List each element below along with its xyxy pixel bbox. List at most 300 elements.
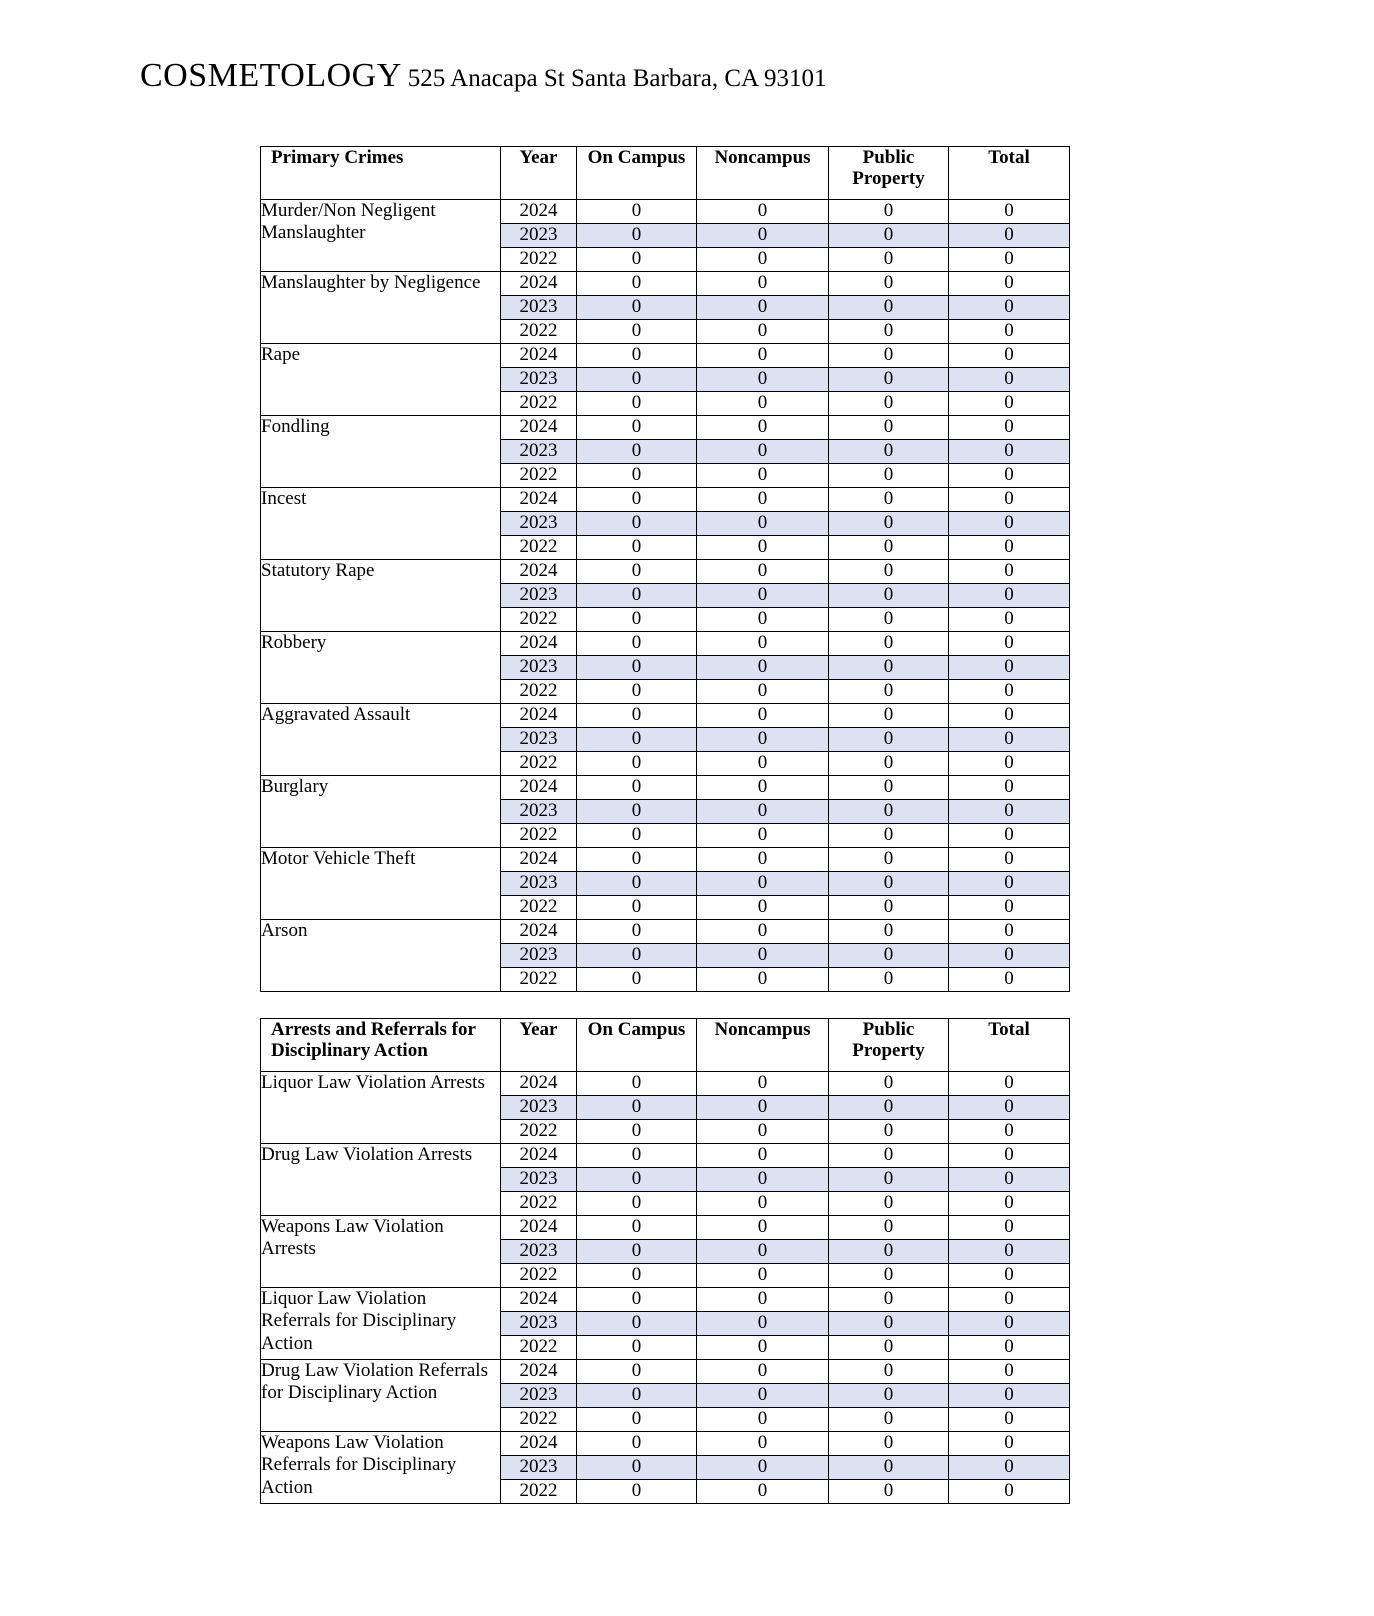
cell-noncampus: 0 bbox=[697, 296, 829, 320]
cell-on-campus: 0 bbox=[577, 1336, 697, 1360]
cell-year: 2022 bbox=[501, 1192, 577, 1216]
cell-public-property: 0 bbox=[829, 1072, 949, 1096]
cell-year: 2023 bbox=[501, 368, 577, 392]
arrests-referrals-table bbox=[260, 1018, 1070, 1504]
cell-noncampus: 0 bbox=[697, 608, 829, 632]
cell-noncampus: 0 bbox=[697, 1456, 829, 1480]
cell-on-campus: 0 bbox=[577, 584, 697, 608]
cell-year: 2023 bbox=[501, 1168, 577, 1192]
cell-noncampus: 0 bbox=[697, 512, 829, 536]
cell-total: 0 bbox=[949, 1096, 1070, 1120]
header-public-property: Public Property bbox=[829, 147, 949, 200]
cell-total: 0 bbox=[949, 392, 1070, 416]
cell-on-campus: 0 bbox=[577, 632, 697, 656]
cell-total: 0 bbox=[949, 728, 1070, 752]
cell-public-property: 0 bbox=[829, 848, 949, 872]
cell-on-campus: 0 bbox=[577, 1288, 697, 1312]
table-body bbox=[261, 1072, 1070, 1504]
cell-public-property: 0 bbox=[829, 680, 949, 704]
header-total: Total bbox=[949, 1019, 1070, 1072]
cell-on-campus: 0 bbox=[577, 536, 697, 560]
cell-total: 0 bbox=[949, 248, 1070, 272]
table-row bbox=[261, 632, 1070, 656]
cell-public-property: 0 bbox=[829, 248, 949, 272]
cell-public-property: 0 bbox=[829, 536, 949, 560]
cell-on-campus: 0 bbox=[577, 368, 697, 392]
cell-year: 2023 bbox=[501, 728, 577, 752]
cell-noncampus: 0 bbox=[697, 1072, 829, 1096]
cell-public-property: 0 bbox=[829, 1288, 949, 1312]
cell-noncampus: 0 bbox=[697, 1408, 829, 1432]
cell-on-campus: 0 bbox=[577, 608, 697, 632]
cell-public-property: 0 bbox=[829, 1336, 949, 1360]
cell-noncampus: 0 bbox=[697, 704, 829, 728]
cell-total: 0 bbox=[949, 512, 1070, 536]
cell-total: 0 bbox=[949, 1144, 1070, 1168]
cell-year: 2024 bbox=[501, 560, 577, 584]
cell-total: 0 bbox=[949, 344, 1070, 368]
row-category-label: Murder/Non Negligent Manslaughter bbox=[261, 200, 501, 272]
cell-public-property: 0 bbox=[829, 224, 949, 248]
cell-total: 0 bbox=[949, 1336, 1070, 1360]
cell-on-campus: 0 bbox=[577, 1264, 697, 1288]
cell-on-campus: 0 bbox=[577, 800, 697, 824]
cell-year: 2022 bbox=[501, 1264, 577, 1288]
cell-noncampus: 0 bbox=[697, 1360, 829, 1384]
cell-year: 2022 bbox=[501, 896, 577, 920]
cell-on-campus: 0 bbox=[577, 272, 697, 296]
cell-total: 0 bbox=[949, 200, 1070, 224]
cell-noncampus: 0 bbox=[697, 344, 829, 368]
cell-year: 2023 bbox=[501, 224, 577, 248]
cell-noncampus: 0 bbox=[697, 1216, 829, 1240]
cell-on-campus: 0 bbox=[577, 896, 697, 920]
cell-on-campus: 0 bbox=[577, 1072, 697, 1096]
table-row bbox=[261, 1432, 1070, 1456]
cell-public-property: 0 bbox=[829, 1096, 949, 1120]
table-row bbox=[261, 704, 1070, 728]
cell-public-property: 0 bbox=[829, 1120, 949, 1144]
cell-year: 2023 bbox=[501, 944, 577, 968]
cell-on-campus: 0 bbox=[577, 920, 697, 944]
cell-total: 0 bbox=[949, 368, 1070, 392]
cell-public-property: 0 bbox=[829, 920, 949, 944]
table-row bbox=[261, 1360, 1070, 1384]
cell-noncampus: 0 bbox=[697, 536, 829, 560]
cell-total: 0 bbox=[949, 1456, 1070, 1480]
cell-public-property: 0 bbox=[829, 968, 949, 992]
cell-year: 2023 bbox=[501, 296, 577, 320]
cell-year: 2022 bbox=[501, 248, 577, 272]
cell-on-campus: 0 bbox=[577, 680, 697, 704]
cell-public-property: 0 bbox=[829, 1264, 949, 1288]
table-row bbox=[261, 344, 1070, 368]
cell-noncampus: 0 bbox=[697, 848, 829, 872]
cell-public-property: 0 bbox=[829, 1408, 949, 1432]
cell-total: 0 bbox=[949, 560, 1070, 584]
cell-public-property: 0 bbox=[829, 1384, 949, 1408]
cell-on-campus: 0 bbox=[577, 248, 697, 272]
cell-on-campus: 0 bbox=[577, 512, 697, 536]
cell-year: 2022 bbox=[501, 608, 577, 632]
cell-total: 0 bbox=[949, 1384, 1070, 1408]
cell-year: 2024 bbox=[501, 272, 577, 296]
row-category-label: Arson bbox=[261, 920, 501, 992]
cell-year: 2024 bbox=[501, 848, 577, 872]
cell-on-campus: 0 bbox=[577, 728, 697, 752]
cell-noncampus: 0 bbox=[697, 728, 829, 752]
cell-total: 0 bbox=[949, 824, 1070, 848]
cell-noncampus: 0 bbox=[697, 968, 829, 992]
table-row bbox=[261, 200, 1070, 224]
cell-on-campus: 0 bbox=[577, 320, 697, 344]
cell-public-property: 0 bbox=[829, 440, 949, 464]
cell-noncampus: 0 bbox=[697, 272, 829, 296]
cell-public-property: 0 bbox=[829, 608, 949, 632]
row-category-label: Incest bbox=[261, 488, 501, 560]
cell-total: 0 bbox=[949, 1360, 1070, 1384]
cell-public-property: 0 bbox=[829, 800, 949, 824]
cell-year: 2024 bbox=[501, 488, 577, 512]
cell-public-property: 0 bbox=[829, 632, 949, 656]
cell-noncampus: 0 bbox=[697, 1288, 829, 1312]
row-category-label: Weapons Law Violation Arrests bbox=[261, 1216, 501, 1288]
row-category-label: Liquor Law Violation Referrals for Disciplinary Action bbox=[261, 1288, 501, 1360]
table-row bbox=[261, 920, 1070, 944]
cell-total: 0 bbox=[949, 1072, 1070, 1096]
row-category-label: Liquor Law Violation Arrests bbox=[261, 1072, 501, 1144]
cell-on-campus: 0 bbox=[577, 1408, 697, 1432]
cell-public-property: 0 bbox=[829, 584, 949, 608]
cell-year: 2023 bbox=[501, 1456, 577, 1480]
cell-on-campus: 0 bbox=[577, 392, 697, 416]
cell-public-property: 0 bbox=[829, 368, 949, 392]
cell-year: 2023 bbox=[501, 1384, 577, 1408]
cell-year: 2023 bbox=[501, 440, 577, 464]
cell-noncampus: 0 bbox=[697, 1168, 829, 1192]
cell-public-property: 0 bbox=[829, 320, 949, 344]
cell-total: 0 bbox=[949, 488, 1070, 512]
cell-public-property: 0 bbox=[829, 1216, 949, 1240]
table-row bbox=[261, 1216, 1070, 1240]
cell-total: 0 bbox=[949, 416, 1070, 440]
table-header bbox=[261, 1019, 1070, 1072]
cell-year: 2024 bbox=[501, 1072, 577, 1096]
cell-noncampus: 0 bbox=[697, 800, 829, 824]
cell-year: 2022 bbox=[501, 1480, 577, 1504]
cell-year: 2022 bbox=[501, 824, 577, 848]
cell-total: 0 bbox=[949, 896, 1070, 920]
cell-total: 0 bbox=[949, 680, 1070, 704]
row-category-label: Rape bbox=[261, 344, 501, 416]
table-row bbox=[261, 488, 1070, 512]
cell-on-campus: 0 bbox=[577, 752, 697, 776]
cell-public-property: 0 bbox=[829, 416, 949, 440]
cell-year: 2024 bbox=[501, 1144, 577, 1168]
cell-noncampus: 0 bbox=[697, 632, 829, 656]
cell-noncampus: 0 bbox=[697, 776, 829, 800]
row-category-label: Motor Vehicle Theft bbox=[261, 848, 501, 920]
cell-noncampus: 0 bbox=[697, 1384, 829, 1408]
cell-public-property: 0 bbox=[829, 704, 949, 728]
cell-total: 0 bbox=[949, 320, 1070, 344]
cell-total: 0 bbox=[949, 1288, 1070, 1312]
cell-year: 2024 bbox=[501, 1432, 577, 1456]
cell-on-campus: 0 bbox=[577, 1384, 697, 1408]
cell-public-property: 0 bbox=[829, 1312, 949, 1336]
cell-noncampus: 0 bbox=[697, 1432, 829, 1456]
cell-total: 0 bbox=[949, 944, 1070, 968]
cell-public-property: 0 bbox=[829, 296, 949, 320]
cell-noncampus: 0 bbox=[697, 224, 829, 248]
cell-public-property: 0 bbox=[829, 1360, 949, 1384]
cell-total: 0 bbox=[949, 872, 1070, 896]
cell-public-property: 0 bbox=[829, 464, 949, 488]
cell-total: 0 bbox=[949, 704, 1070, 728]
row-category-label: Weapons Law Violation Referrals for Disciplinary Action bbox=[261, 1432, 501, 1504]
header-primary-crimes: Primary Crimes bbox=[261, 147, 501, 200]
cell-year: 2022 bbox=[501, 1120, 577, 1144]
row-category-label: Statutory Rape bbox=[261, 560, 501, 632]
cell-on-campus: 0 bbox=[577, 704, 697, 728]
cell-total: 0 bbox=[949, 1192, 1070, 1216]
cell-year: 2023 bbox=[501, 1240, 577, 1264]
cell-noncampus: 0 bbox=[697, 584, 829, 608]
cell-total: 0 bbox=[949, 536, 1070, 560]
cell-year: 2023 bbox=[501, 512, 577, 536]
cell-public-property: 0 bbox=[829, 272, 949, 296]
cell-year: 2022 bbox=[501, 680, 577, 704]
cell-total: 0 bbox=[949, 656, 1070, 680]
cell-public-property: 0 bbox=[829, 560, 949, 584]
cell-public-property: 0 bbox=[829, 1480, 949, 1504]
cell-on-campus: 0 bbox=[577, 656, 697, 680]
cell-noncampus: 0 bbox=[697, 248, 829, 272]
cell-on-campus: 0 bbox=[577, 488, 697, 512]
cell-noncampus: 0 bbox=[697, 920, 829, 944]
cell-year: 2024 bbox=[501, 1216, 577, 1240]
cell-total: 0 bbox=[949, 1408, 1070, 1432]
cell-on-campus: 0 bbox=[577, 440, 697, 464]
cell-on-campus: 0 bbox=[577, 296, 697, 320]
cell-total: 0 bbox=[949, 776, 1070, 800]
cell-on-campus: 0 bbox=[577, 824, 697, 848]
cell-on-campus: 0 bbox=[577, 848, 697, 872]
cell-noncampus: 0 bbox=[697, 440, 829, 464]
cell-on-campus: 0 bbox=[577, 1480, 697, 1504]
cell-year: 2024 bbox=[501, 416, 577, 440]
cell-on-campus: 0 bbox=[577, 1168, 697, 1192]
cell-on-campus: 0 bbox=[577, 968, 697, 992]
cell-noncampus: 0 bbox=[697, 824, 829, 848]
row-category-label: Robbery bbox=[261, 632, 501, 704]
cell-public-property: 0 bbox=[829, 1240, 949, 1264]
cell-noncampus: 0 bbox=[697, 1264, 829, 1288]
cell-total: 0 bbox=[949, 968, 1070, 992]
cell-year: 2022 bbox=[501, 968, 577, 992]
cell-on-campus: 0 bbox=[577, 224, 697, 248]
cell-year: 2024 bbox=[501, 704, 577, 728]
table-row bbox=[261, 1072, 1070, 1096]
cell-total: 0 bbox=[949, 224, 1070, 248]
cell-on-campus: 0 bbox=[577, 464, 697, 488]
cell-public-property: 0 bbox=[829, 752, 949, 776]
header-year: Year bbox=[501, 147, 577, 200]
cell-on-campus: 0 bbox=[577, 872, 697, 896]
cell-total: 0 bbox=[949, 440, 1070, 464]
primary-crimes-table bbox=[260, 146, 1070, 992]
page-title-main: COSMETOLOGY bbox=[140, 57, 402, 94]
page-title-address: 525 Anacapa St Santa Barbara, CA 93101 bbox=[407, 65, 827, 92]
cell-year: 2023 bbox=[501, 584, 577, 608]
cell-on-campus: 0 bbox=[577, 200, 697, 224]
table-row bbox=[261, 416, 1070, 440]
cell-noncampus: 0 bbox=[697, 1144, 829, 1168]
header-public-property: Public Property bbox=[829, 1019, 949, 1072]
cell-noncampus: 0 bbox=[697, 392, 829, 416]
row-category-label: Drug Law Violation Referrals for Disciplinary Action bbox=[261, 1360, 501, 1432]
cell-on-campus: 0 bbox=[577, 1360, 697, 1384]
cell-public-property: 0 bbox=[829, 824, 949, 848]
cell-on-campus: 0 bbox=[577, 1432, 697, 1456]
cell-public-property: 0 bbox=[829, 776, 949, 800]
cell-noncampus: 0 bbox=[697, 680, 829, 704]
table-header bbox=[261, 147, 1070, 200]
cell-noncampus: 0 bbox=[697, 488, 829, 512]
cell-on-campus: 0 bbox=[577, 1240, 697, 1264]
cell-year: 2024 bbox=[501, 776, 577, 800]
cell-on-campus: 0 bbox=[577, 416, 697, 440]
cell-noncampus: 0 bbox=[697, 1120, 829, 1144]
cell-total: 0 bbox=[949, 920, 1070, 944]
cell-year: 2022 bbox=[501, 320, 577, 344]
cell-on-campus: 0 bbox=[577, 1096, 697, 1120]
cell-total: 0 bbox=[949, 632, 1070, 656]
cell-noncampus: 0 bbox=[697, 656, 829, 680]
cell-noncampus: 0 bbox=[697, 752, 829, 776]
cell-noncampus: 0 bbox=[697, 1336, 829, 1360]
table-body bbox=[261, 200, 1070, 992]
header-arrests-referrals: Arrests and Referrals for Disciplinary Action bbox=[261, 1019, 501, 1072]
cell-total: 0 bbox=[949, 848, 1070, 872]
cell-year: 2024 bbox=[501, 632, 577, 656]
header-noncampus: Noncampus bbox=[697, 147, 829, 200]
cell-year: 2022 bbox=[501, 392, 577, 416]
cell-total: 0 bbox=[949, 584, 1070, 608]
cell-public-property: 0 bbox=[829, 896, 949, 920]
header-on-campus: On Campus bbox=[577, 147, 697, 200]
cell-year: 2022 bbox=[501, 464, 577, 488]
cell-year: 2024 bbox=[501, 920, 577, 944]
cell-on-campus: 0 bbox=[577, 1144, 697, 1168]
row-category-label: Drug Law Violation Arrests bbox=[261, 1144, 501, 1216]
cell-year: 2022 bbox=[501, 1408, 577, 1432]
cell-year: 2023 bbox=[501, 800, 577, 824]
cell-total: 0 bbox=[949, 464, 1070, 488]
cell-on-campus: 0 bbox=[577, 560, 697, 584]
cell-on-campus: 0 bbox=[577, 1456, 697, 1480]
cell-public-property: 0 bbox=[829, 488, 949, 512]
cell-total: 0 bbox=[949, 1312, 1070, 1336]
cell-public-property: 0 bbox=[829, 392, 949, 416]
header-on-campus: On Campus bbox=[577, 1019, 697, 1072]
cell-noncampus: 0 bbox=[697, 368, 829, 392]
cell-public-property: 0 bbox=[829, 656, 949, 680]
row-category-label: Fondling bbox=[261, 416, 501, 488]
cell-year: 2024 bbox=[501, 344, 577, 368]
cell-year: 2022 bbox=[501, 1336, 577, 1360]
row-category-label: Burglary bbox=[261, 776, 501, 848]
table-row bbox=[261, 272, 1070, 296]
header-year: Year bbox=[501, 1019, 577, 1072]
cell-on-campus: 0 bbox=[577, 1192, 697, 1216]
cell-year: 2022 bbox=[501, 752, 577, 776]
cell-noncampus: 0 bbox=[697, 896, 829, 920]
cell-noncampus: 0 bbox=[697, 1096, 829, 1120]
cell-total: 0 bbox=[949, 752, 1070, 776]
cell-public-property: 0 bbox=[829, 512, 949, 536]
cell-total: 0 bbox=[949, 1120, 1070, 1144]
row-category-label: Manslaughter by Negligence bbox=[261, 272, 501, 344]
cell-public-property: 0 bbox=[829, 200, 949, 224]
cell-noncampus: 0 bbox=[697, 1312, 829, 1336]
cell-total: 0 bbox=[949, 1432, 1070, 1456]
cell-on-campus: 0 bbox=[577, 1120, 697, 1144]
cell-noncampus: 0 bbox=[697, 1480, 829, 1504]
cell-year: 2024 bbox=[501, 1360, 577, 1384]
cell-public-property: 0 bbox=[829, 1192, 949, 1216]
cell-year: 2024 bbox=[501, 1288, 577, 1312]
cell-total: 0 bbox=[949, 1168, 1070, 1192]
cell-total: 0 bbox=[949, 1216, 1070, 1240]
table-row bbox=[261, 1288, 1070, 1312]
cell-total: 0 bbox=[949, 296, 1070, 320]
page-title bbox=[140, 57, 826, 95]
cell-noncampus: 0 bbox=[697, 416, 829, 440]
cell-on-campus: 0 bbox=[577, 944, 697, 968]
cell-total: 0 bbox=[949, 1480, 1070, 1504]
cell-year: 2023 bbox=[501, 1096, 577, 1120]
cell-noncampus: 0 bbox=[697, 872, 829, 896]
table-row bbox=[261, 776, 1070, 800]
cell-on-campus: 0 bbox=[577, 776, 697, 800]
cell-public-property: 0 bbox=[829, 728, 949, 752]
header-total: Total bbox=[949, 147, 1070, 200]
cell-total: 0 bbox=[949, 1264, 1070, 1288]
cell-public-property: 0 bbox=[829, 344, 949, 368]
cell-public-property: 0 bbox=[829, 872, 949, 896]
cell-year: 2022 bbox=[501, 536, 577, 560]
row-category-label: Aggravated Assault bbox=[261, 704, 501, 776]
cell-on-campus: 0 bbox=[577, 1312, 697, 1336]
cell-noncampus: 0 bbox=[697, 944, 829, 968]
cell-year: 2023 bbox=[501, 872, 577, 896]
cell-year: 2024 bbox=[501, 200, 577, 224]
cell-public-property: 0 bbox=[829, 1168, 949, 1192]
table-row bbox=[261, 1144, 1070, 1168]
cell-total: 0 bbox=[949, 800, 1070, 824]
cell-on-campus: 0 bbox=[577, 1216, 697, 1240]
cell-total: 0 bbox=[949, 1240, 1070, 1264]
cell-public-property: 0 bbox=[829, 1432, 949, 1456]
cell-noncampus: 0 bbox=[697, 1192, 829, 1216]
cell-noncampus: 0 bbox=[697, 560, 829, 584]
cell-public-property: 0 bbox=[829, 1144, 949, 1168]
cell-noncampus: 0 bbox=[697, 320, 829, 344]
cell-noncampus: 0 bbox=[697, 1240, 829, 1264]
table-row bbox=[261, 848, 1070, 872]
cell-on-campus: 0 bbox=[577, 344, 697, 368]
